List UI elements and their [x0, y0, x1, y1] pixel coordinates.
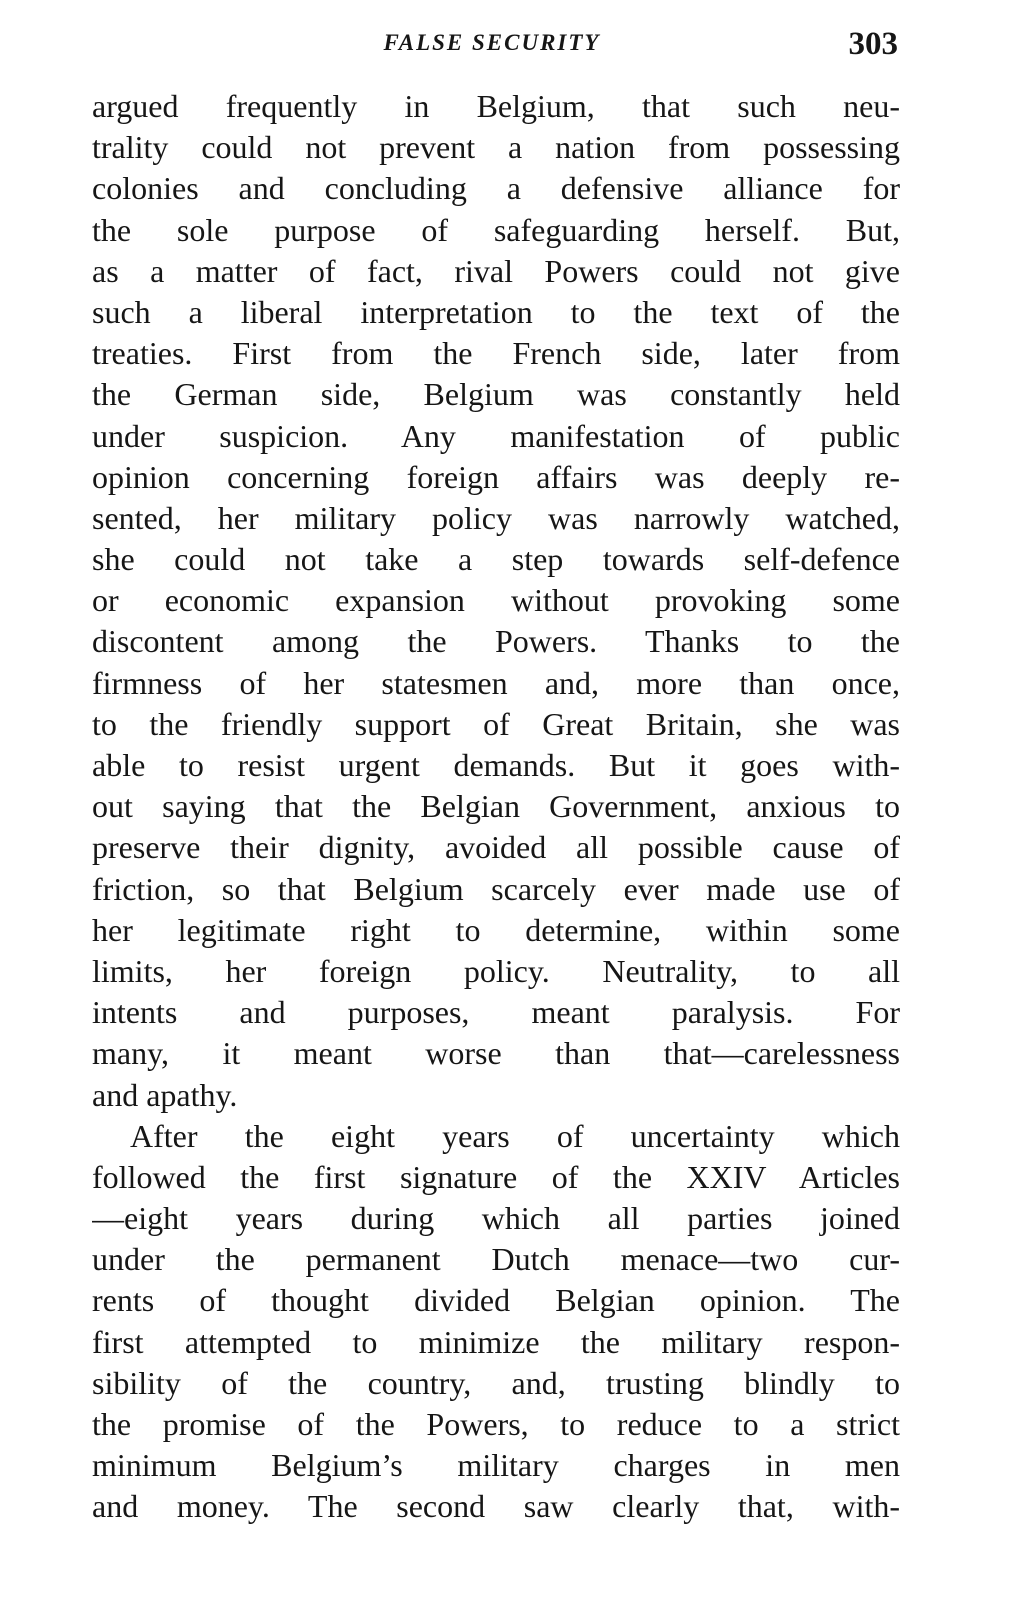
text-line: out saying that the Belgian Government, anxious to: [92, 788, 900, 825]
text-line: the promise of the Powers, to reduce to a strict: [92, 1406, 900, 1442]
text-line: followed the first signature of the XXIV Articles: [92, 1158, 900, 1195]
text-line: sibility of the country, and, trusting blindly to: [92, 1364, 900, 1401]
text-line: colonies and concluding a defensive alliance for: [92, 170, 900, 207]
text-line: to the friendly support of Great Britain, she was: [92, 705, 900, 742]
text-line: and money. The second saw clearly that, with-: [92, 1488, 900, 1525]
text-line: treaties. First from the French side, later from: [92, 335, 900, 372]
text-line: limits, her foreign policy. Neutrality, to all: [92, 952, 900, 989]
text-line: she could not take a step towards self-defence: [92, 541, 900, 578]
page-number: 303: [848, 26, 898, 62]
text-line: under the permanent Dutch menace—two cur-: [92, 1241, 900, 1278]
paragraph-start-line: After the eight years of uncertainty which: [130, 1117, 900, 1154]
page-header: [92, 26, 900, 66]
text-line: the sole purpose of safeguarding herself. But,: [92, 211, 900, 248]
text-line: able to resist urgent demands. But it goes with-: [92, 747, 900, 783]
text-line: —eight years during which all parties joined: [92, 1200, 900, 1237]
text-line: under suspicion. Any manifestation of public: [92, 417, 900, 454]
body-text: [92, 86, 900, 1528]
text-line: opinion concerning foreign affairs was deeply re-: [92, 458, 900, 495]
text-line: rents of thought divided Belgian opinion. The: [92, 1282, 900, 1319]
running-title: FALSE SECURITY: [383, 30, 601, 55]
text-line: friction, so that Belgium scarcely ever made use of: [92, 870, 900, 907]
text-line: as a matter of fact, rival Powers could not give: [92, 252, 900, 289]
text-line: her legitimate right to determine, within some: [92, 911, 900, 948]
text-line: trality could not prevent a nation from possessing: [92, 129, 900, 166]
text-line: first attempted to minimize the military respon-: [92, 1323, 900, 1360]
text-line: argued frequently in Belgium, that such neu-: [92, 88, 900, 124]
text-line: or economic expansion without provoking some: [92, 582, 900, 619]
paragraph-end-line: and apathy.: [92, 1076, 238, 1113]
text-line: discontent among the Powers. Thanks to the: [92, 623, 900, 660]
text-line: intents and purposes, meant paralysis. For: [92, 994, 900, 1031]
text-line: preserve their dignity, avoided all possible cause of: [92, 829, 900, 866]
text-line: such a liberal interpretation to the text of the: [92, 293, 900, 330]
text-line: sented, her military policy was narrowly watched,: [92, 499, 900, 536]
text-line: the German side, Belgium was constantly held: [92, 376, 900, 413]
text-line: many, it meant worse than that—carelessness: [92, 1035, 900, 1072]
text-line: minimum Belgium’s military charges in men: [92, 1447, 900, 1484]
text-line: firmness of her statesmen and, more than once,: [92, 664, 900, 701]
